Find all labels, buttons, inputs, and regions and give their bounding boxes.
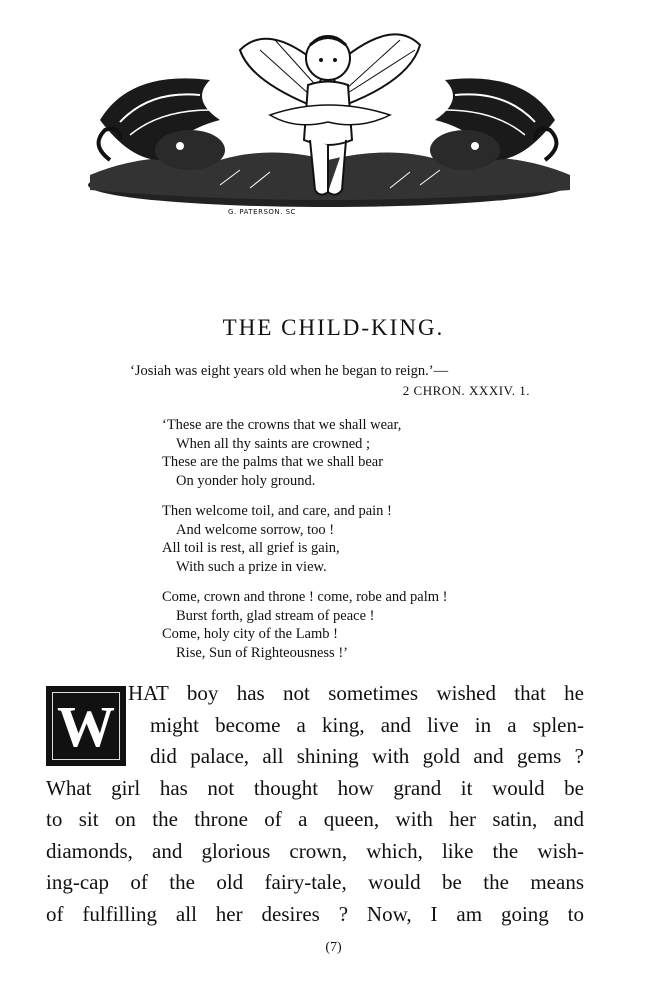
- poem-stanza: [162, 588, 542, 662]
- artist-signature: G. PATERSON. SC: [228, 208, 296, 216]
- body-line: ing-cap of the old fairy-tale, would be the means: [46, 870, 584, 894]
- epigraph-reference: 2 CHRON. XXXIV. 1.: [402, 383, 530, 398]
- drop-cap-letter: W: [57, 694, 115, 759]
- poem: [162, 416, 542, 674]
- poem-line: When all thy saints are crowned ;: [176, 435, 371, 452]
- body-line: did palace, all shining with gold and gems ?: [150, 744, 584, 768]
- epigraph: [130, 362, 530, 400]
- body-line: to sit on the throne of a queen, with her satin, and: [46, 807, 584, 831]
- chapter-title: THE CHILD-KING.: [222, 315, 445, 340]
- poem-line: ‘These are the crowns that we shall wear,: [162, 417, 402, 433]
- page-number: (7): [325, 940, 342, 955]
- body-line: What girl has not thought how grand it would be: [46, 775, 584, 800]
- poem-line: And welcome sorrow, too !: [176, 521, 335, 538]
- body-text: [46, 678, 584, 930]
- poem-stanza: [162, 502, 542, 576]
- poem-line: Come, holy city of the Lamb !: [162, 626, 338, 642]
- poem-line: Burst forth, glad stream of peace !: [176, 607, 375, 624]
- poem-line: Come, crown and throne ! come, robe and palm !: [162, 589, 448, 605]
- body-line: HAT boy has not sometimes wished that he: [128, 681, 584, 705]
- body-line: of fulfilling all her desires ? Now, I am going to: [46, 901, 584, 926]
- poem-line: Rise, Sun of Righteousness !’: [176, 644, 348, 661]
- poem-line: These are the palms that we shall bear: [162, 454, 384, 470]
- poem-stanza: [162, 416, 542, 490]
- body-line: might become a king, and live in a splen-: [150, 712, 584, 737]
- poem-line: Then welcome toil, and care, and pain !: [162, 503, 392, 519]
- poem-line: With such a prize in view.: [176, 558, 327, 575]
- poem-line: On yonder holy ground.: [176, 472, 316, 489]
- body-line: diamonds, and glorious crown, which, like the wish-: [46, 838, 584, 863]
- cherub-headpiece-icon: [70, 10, 585, 220]
- poem-line: All toil is rest, all grief is gain,: [162, 540, 340, 556]
- epigraph-quote: ‘Josiah was eight years old when he began to reign.’—: [130, 363, 449, 379]
